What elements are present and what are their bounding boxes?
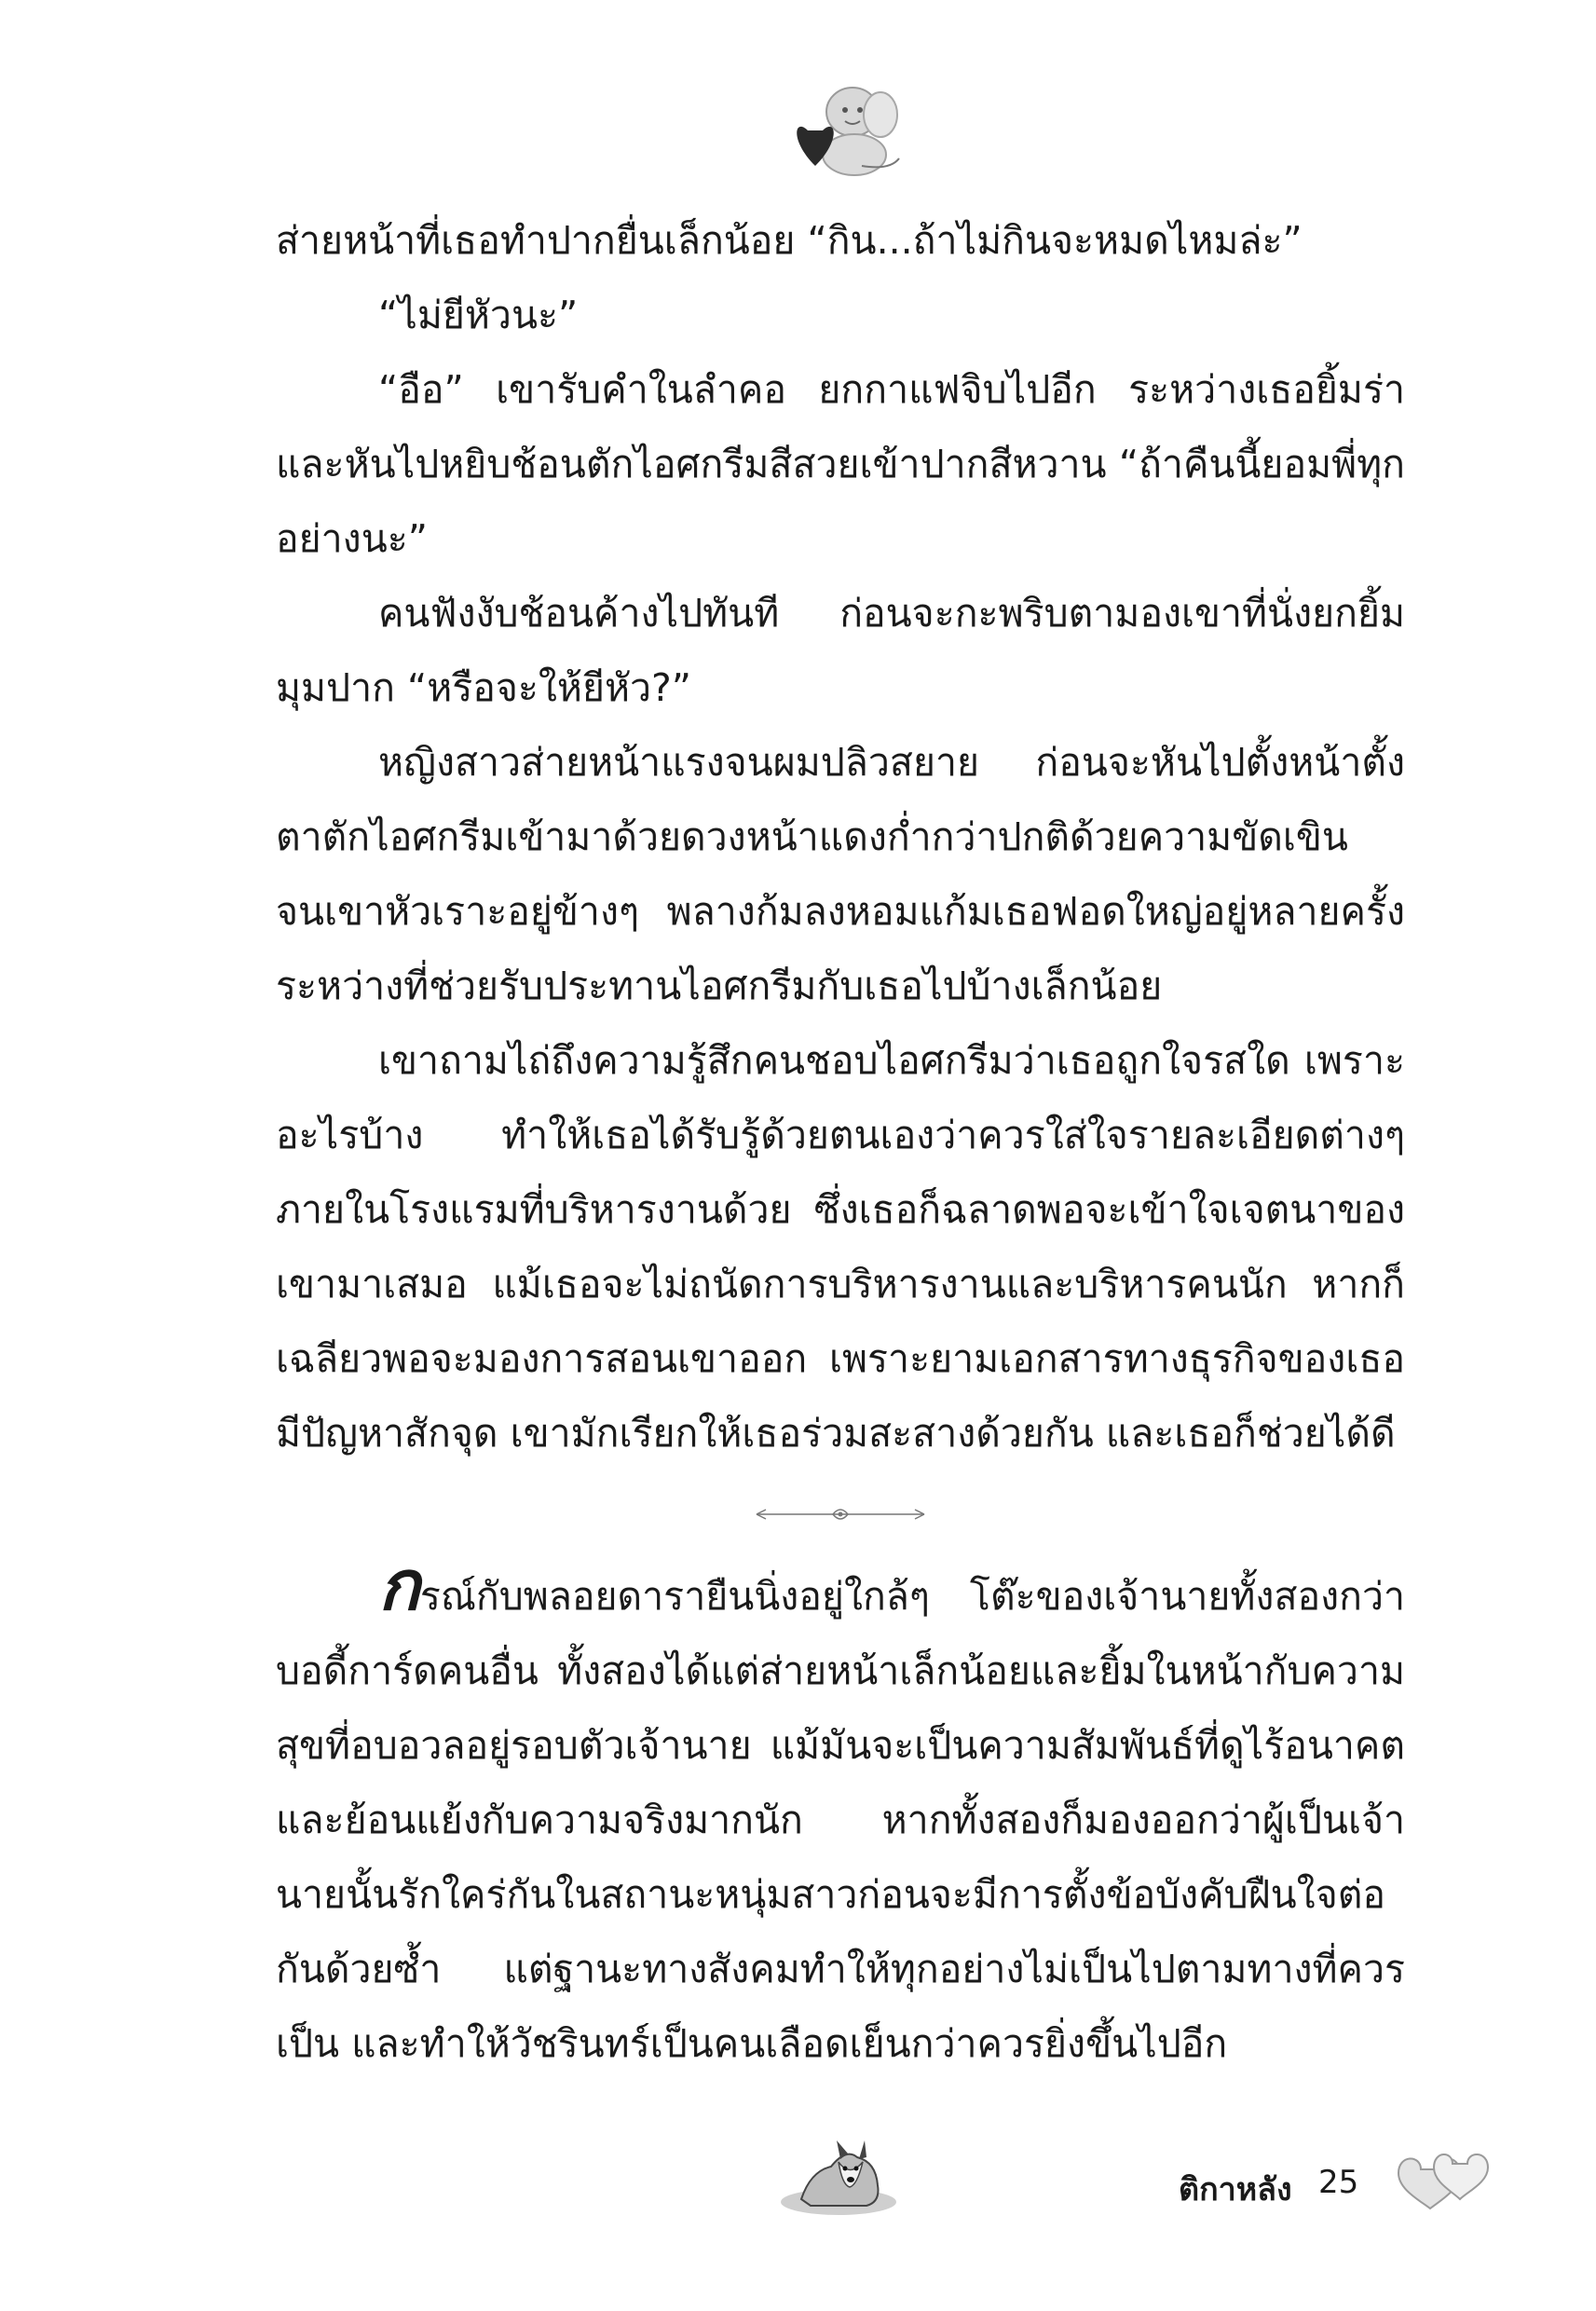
footer-book-title: ติกาหลัง (1179, 2171, 1292, 2208)
page-number: 25 (1318, 2164, 1359, 2201)
section-paragraph (276, 1546, 1405, 2081)
paragraph: ส่ายหน้าที่เธอทำปากยื่นเล็กน้อย “กิน...ถ้าไม่กินจะหมดไหมล่ะ” (276, 218, 1303, 263)
page-body (276, 203, 1405, 2081)
section-paragraph-text: รณ์กับพลอยดารายืนนิ่งอยู่ใกล้ๆ โต๊ะของเจ้านายทั้งสองกว่าบอดี้การ์ดคนอื่น ทั้งสองได้แต่ส่ายหน้าเล็กน้อยและยิ้มในหน้ากับความสุขที่อบอวลอยู่รอบตัวเจ้านาย แม้มันจะเป็นความสัมพันธ์ที่ดูไร้อนาคตและย้อนแย้งกับความจริงมากนัก หากทั้งสองก็มองออกว่าผู้เป็นเจ้านายนั้นรักใคร่กันในสถานะหนุ่มสาวก่อนจะมีการตั้งข้อบังคับฝืนใจต่อกันด้วยซ้ำ แต่ฐานะทางสังคมทำให้ทุกอย่างไม่เป็นไปตามทางที่ควรเป็น และทำให้วัชรินทร์เป็นคนเลือดเย็นกว่าควรยิ่งขึ้นไปอีก (276, 1574, 1405, 2066)
paragraph: คนฟังงับช้อนค้างไปทันที ก่อนจะกะพริบตามองเขาที่นั่งยกยิ้มมุมปาก “หรือจะให้ยีหัว?” (276, 591, 1405, 710)
paragraph: หญิงสาวส่ายหน้าแรงจนผมปลิวสยาย ก่อนจะหันไปตั้งหน้าตั้งตาตักไอศกรีมเข้ามาด้วยดวงหน้าแดงก่ำกว่าปกติด้วยความขัดเขิน จนเขาหัวเราะอยู่ข้างๆ พลางก้มลงหอมแก้มเธอฟอดใหญ่อยู่หลายครั้งระหว่างที่ช่วยรับประทานไอศกรีมกับเธอไปบ้างเล็กน้อย (276, 740, 1405, 1008)
paragraph: เขาถามไถ่ถึงความรู้สึกคนชอบไอศกรีมว่าเธอถูกใจรสใด เพราะอะไรบ้าง ทำให้เธอได้รับรู้ด้วยตนเองว่าควรใส่ใจรายละเอียดต่างๆ ภายในโรงแรมที่บริหารงานด้วย ซึ่งเธอก็ฉลาดพอจะเข้าใจเจตนาของเขามาเสมอ แม้เธอจะไม่ถนัดการบริหารงานและบริหารคนนัก หากก็เฉลียวพอจะมองการสอนเขาออก เพราะยามเอกสารทางธุรกิจของเธอมีปัญหาสักจุด เขามักเรียกให้เธอร่วมสะสางด้วยกัน และเธอก็ช่วยได้ดี (276, 1038, 1405, 1456)
paragraph: “ไม่ยีหัวนะ” (378, 293, 579, 337)
paragraph: “อือ” เขารับคำในลำคอ ยกกาแฟจิบไปอีก ระหว่างเธอยิ้มร่าและหันไปหยิบช้อนตักไอศกรีมสีสวยเข้าปากสีหวาน “ถ้าคืนนี้ยอมพี่ทุกอย่างนะ” (276, 367, 1405, 561)
hearts-ornament (1393, 2143, 1495, 2218)
cherub-heart-ornament (787, 73, 908, 185)
drop-cap: ก (378, 1546, 420, 1626)
husky-dog-illustration (773, 2120, 904, 2222)
section-divider-ornament (747, 1502, 934, 1526)
